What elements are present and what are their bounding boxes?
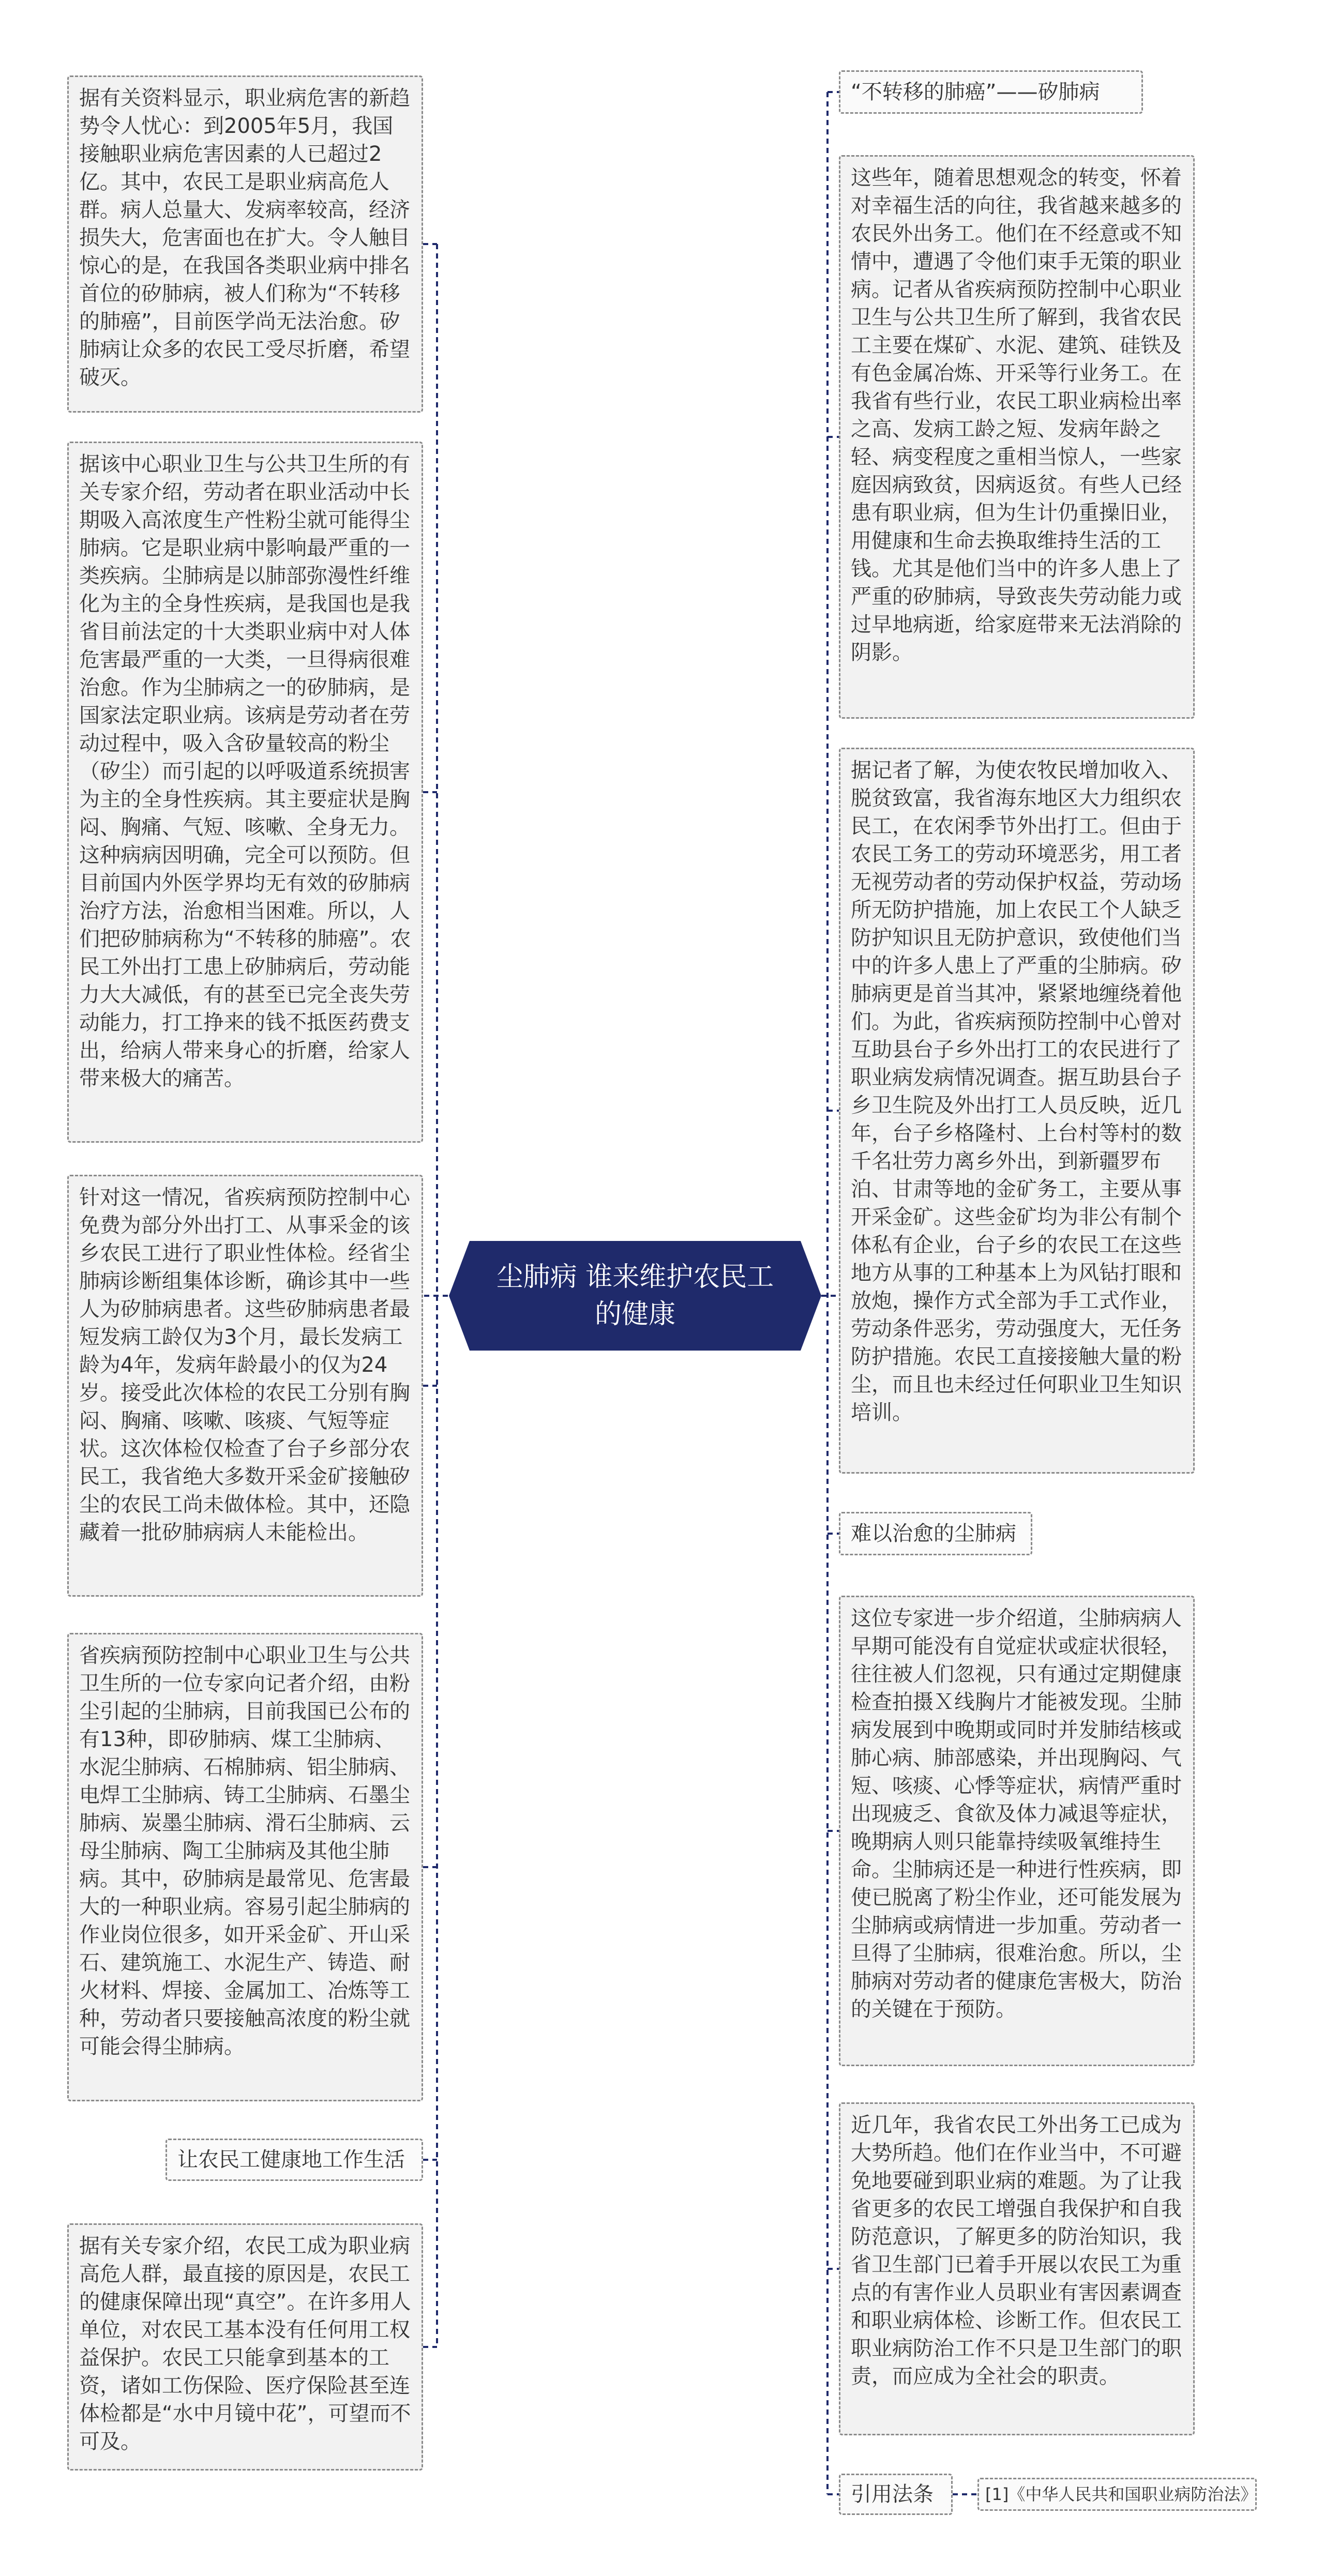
left-node-stats-text: 据有关资料显示，职业病危害的新趋势令人忧心：到2005年5月，我国接触职业病危害因素的人已超过2亿。其中，农民工是职业病高危人群。病人总量大、发病率较高，经济损失大，危害面也在扩大。令人触目惊心的是，在我国各类职业病中排名首位的矽肺病，被人们称为“不转移的肺癌”，目前医学尚无法治愈。矽肺病让众多的农民工受尽折磨，希望破灭。	[79, 86, 410, 389]
left-node-health-vacuum[interactable]	[67, 2223, 423, 2471]
right-node-symptoms[interactable]	[839, 1596, 1195, 2066]
left-node-healthy-work-text: 让农民工健康地工作生活	[177, 2148, 405, 2172]
right-node-symptoms-text: 这位专家进一步介绍道，尘肺病病人早期可能没有自觉症状或症状很轻，往往被人们忽视，只有通过定期健康检查拍摄Ｘ线胸片才能被发现。尘肺病发展到中晚期或同时并发肺结核或肺心病、肺部感染，并出现胸闷、气短、咳痰、心悸等症状，病情严重时出现疲乏、食欲及体力减退等症状，晚期病人则只能靠持续吸氧维持生命。尘肺病还是一种进行性疾病，即使已脱离了粉尘作业，还可能发展为尘肺病或病情进一步加重。劳动者一旦得了尘肺病，很难治愈。所以，尘肺病对劳动者的健康危害极大，防治的关键在于预防。	[851, 1607, 1182, 2021]
left-node-free-checkup-text: 针对这一情况，省疾病预防控制中心免费为部分外出打工、从事采金的该乡农民工进行了职业性体检。经省尘肺病诊断组集体诊断，确诊其中一些人为矽肺病患者。这些矽肺病患者最短发病工龄仅为3个月，最长发病工龄为4年，发病年龄最小的仅为24岁。接受此次体检的农民工分别有胸闷、胸痛、咳嗽、咳痰、气短等症状。这次体检仅检查了台子乡部分农民工，我省绝大多数开采金矿接触矽尘的农民工尚未做体检。其中，还隐藏着一批矽肺病病人未能检出。	[79, 1186, 410, 1544]
central-topic[interactable]	[449, 1241, 821, 1351]
central-topic-title: 尘肺病 谁来维护农民工的健康	[496, 1262, 774, 1330]
left-node-stats[interactable]	[67, 75, 423, 413]
right-node-haidong-investigation-text: 据记者了解，为使农牧民增加收入、脱贫致富，我省海东地区大力组织农民工，在农闲季节外出打工。但由于农民工务工的劳动环境恶劣，用工者无视劳动者的劳动保护权益，劳动场所无防护措施，加上农民工个人缺乏防护知识且无防护意识，致使他们当中的许多人患上了严重的尘肺病。矽肺病更是首当其冲，紧紧地缠绕着他们。为此，省疾病预防控制中心曾对互助县台子乡外出打工的农民进行了职业病发病情况调查。据互助县台子乡卫生院及外出打工人员反映，近几年，台子乡格隆村、上台村等村的数千名壮劳力离乡外出，到新疆罗布泊、甘肃等地的金矿务工，主要从事开采金矿。这些金矿均为非公有制个体私有企业，台子乡的农民工在这些地方从事的工种基本上为风钻打眼和放炮，操作方式全部为手工式作业，劳动条件恶劣，劳动强度大，无任务防护措施。农民工直接接触大量的粉尘，而且也未经过任何职业卫生知识培训。	[851, 759, 1182, 1425]
reference-law-node[interactable]	[977, 2478, 1257, 2511]
right-node-migrant-workers[interactable]	[839, 155, 1195, 719]
right-node-hard-to-cure-text: 难以治愈的尘肺病	[851, 1522, 1016, 1545]
left-node-13-types[interactable]	[67, 1633, 423, 2101]
right-node-migrant-workers-text: 这些年，随着思想观念的转变，怀着对幸福生活的向往，我省越来越多的农民外出务工。他们在不经意或不知情中，遭遇了令他们束手无策的职业病。记者从省疾病预防控制中心职业卫生与公共卫生所了解到，我省农民工主要在煤矿、水泥、建筑、硅铁及有色金属冶炼、开采等行业务工。在我省有些行业，农民工职业病检出率之高、发病工龄之短、发病年龄之轻、病变程度之重相当惊人，一些家庭因病致贫，因病返贫。有些人已经患有职业病，但为生计仍重操旧业，用健康和生命去换取维持生活的工钱。尤其是他们当中的许多人患上了严重的矽肺病，导致丧失劳动能力或过早地病逝，给家庭带来无法消除的阴影。	[851, 166, 1182, 664]
right-node-hard-to-cure-label[interactable]	[839, 1512, 1032, 1555]
right-node-cited-law-label[interactable]	[839, 2474, 953, 2515]
left-node-pneumoconiosis-intro-text: 据该中心职业卫生与公共卫生所的有关专家介绍，劳动者在职业活动中长期吸入高浓度生产性粉尘就可能得尘肺病。它是职业病中影响最严重的一类疾病。尘肺病是以肺部弥漫性纤维化为主的全身性疾病，是我国也是我省目前法定的十大类职业病中对人体危害最严重的一大类，一旦得病很难治愈。作为尘肺病之一的矽肺病，是国家法定职业病。该病是劳动者在劳动过程中，吸入含矽量较高的粉尘（矽尘）而引起的以呼吸道系统损害为主的全身性疾病。其主要症状是胸闷、胸痛、气短、咳嗽、全身无力。这种病病因明确，完全可以预防。但目前国内外医学界均无有效的矽肺病治疗方法，治愈相当困难。所以，人们把矽肺病称为“不转移的肺癌”。农民工外出打工患上矽肺病后，劳动能力大大减低，有的甚至已完全丧失劳动能力，打工挣来的钱不抵医药费支出，给病人带来身心的折磨，给家人带来极大的痛苦。	[79, 452, 411, 1090]
right-node-cited-law-text: 引用法条	[851, 2482, 934, 2506]
left-node-health-vacuum-text: 据有关专家介绍，农民工成为职业病高危人群，最直接的原因是，农民工的健康保障出现“真空”。在许多用人单位，对农民工基本没有任何用工权益保护。农民工只能拿到基本的工资，诸如工伤保险、医疗保险甚至连体检都是“水中月镜中花”，可望而不可及。	[79, 2234, 411, 2453]
left-node-13-types-text: 省疾病预防控制中心职业卫生与公共卫生所的一位专家向记者介绍，由粉尘引起的尘肺病，目前我国已公布的有13种，即矽肺病、煤工尘肺病、水泥尘肺病、石棉肺病、铝尘肺病、电焊工尘肺病、铸工尘肺病、石墨尘肺病、炭墨尘肺病、滑石尘肺病、云母尘肺病、陶工尘肺病及其他尘肺病。其中，矽肺病是最常见、危害最大的一种职业病。容易引起尘肺病的作业岗位很多，如开采金矿、开山采石、建筑施工、水泥生产、铸造、耐火材料、焊接、金属加工、冶炼等工种，劳动者只要接触高浓度的粉尘就可能会得尘肺病。	[79, 1644, 410, 2058]
left-node-healthy-work-label[interactable]	[166, 2139, 423, 2181]
right-node-silicosis-text: “不转移的肺癌”——矽肺病	[851, 80, 1100, 104]
right-node-silicosis-label[interactable]	[839, 70, 1143, 114]
left-node-free-checkup[interactable]	[67, 1175, 423, 1597]
right-node-haidong-investigation[interactable]	[839, 748, 1195, 1474]
left-node-pneumoconiosis-intro[interactable]	[67, 442, 423, 1143]
right-node-prevention[interactable]	[839, 2102, 1195, 2435]
reference-law-text: [1]《中华人民共和国职业病防治法》	[985, 2484, 1257, 2504]
right-node-prevention-text: 近几年，我省农民工外出务工已成为大势所趋。他们在作业当中，不可避免地要碰到职业病的难题。为了让我省更多的农民工增强自我保护和自我防范意识，了解更多的防治知识，我省卫生部门已着手开展以农民工为重点的有害作业人员职业有害因素调查和职业病体检、诊断工作。但农民工职业病防治工作不只是卫生部门的职责，而应成为全社会的职责。	[851, 2113, 1182, 2388]
